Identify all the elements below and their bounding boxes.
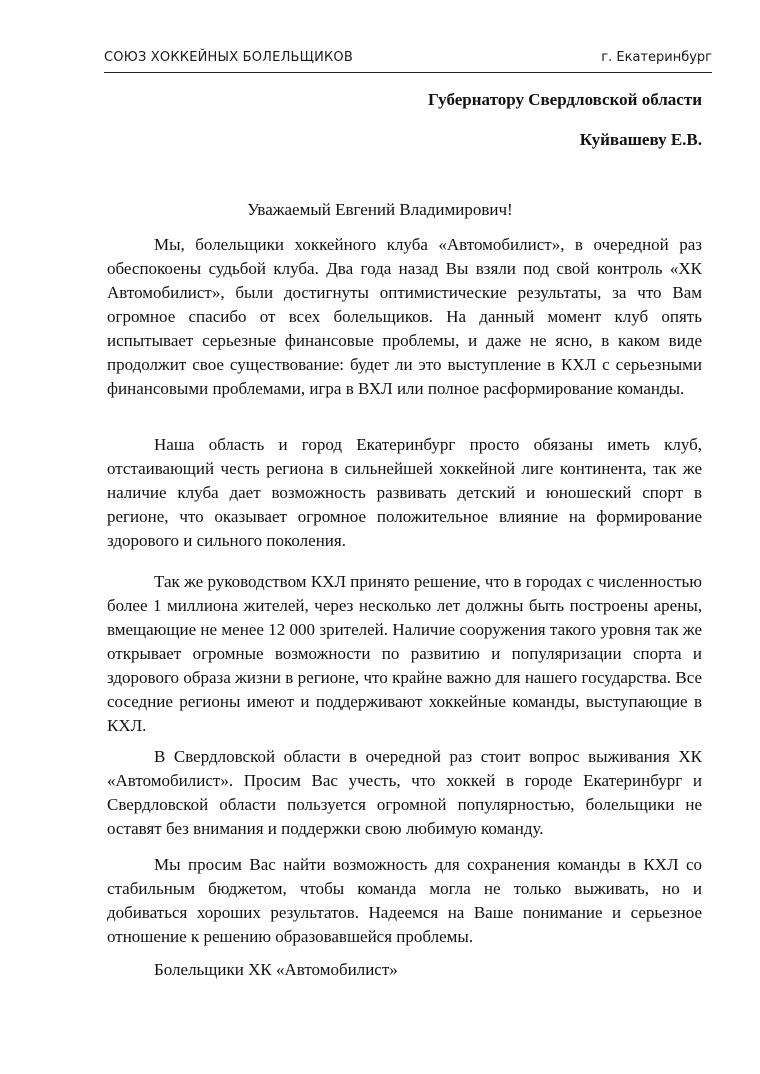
letterhead-city: г. Екатеринбург [601,50,712,65]
salutation: Уважаемый Евгений Владимирович! [247,200,513,219]
letter-paragraph-2 [107,433,702,553]
letter-paragraph-3 [107,570,702,738]
letter-paragraph-5 [107,853,702,949]
paragraph-text: Наша область и город Екатеринбург просто обязаны иметь клуб, отстаивающий честь региона в сильнейшей хоккейной лиге континента, так же наличие клуба дает возможность развивать детский и юношеский спорт в регионе, что оказывает огромное положительное влияние на формирование здорового и сильного поколения. [107,435,702,550]
letterhead [104,50,712,73]
addressee-name: Куйвашеву Е.В. [579,130,702,149]
letterhead-organization: СОЮЗ ХОККЕЙНЫХ БОЛЕЛЬЩИКОВ [104,50,353,65]
addressee-title: Губернатору Свердловской области [428,90,702,109]
letter-paragraph-4 [107,745,702,841]
signature: Болельщики ХК «Автомобилист» [154,960,398,979]
letter-paragraph-1 [107,233,702,401]
paragraph-text: Так же руководством КХЛ принято решение, что в городах с численностью более 1 миллиона жителей, через несколько лет должны быть построены арены, вмещающие не менее 12 000 зрителей. Наличие сооружения такого уровня так же открывает огромные возможности по развитию и популяризации спорта и здорового образа жизни в регионе, что крайне важно для нашего государства. Все соседние регионы имеют и поддерживают хоккейные команды, выступающие в КХЛ. [107,572,702,735]
paragraph-text: Мы, болельщики хоккейного клуба «Автомобилист», в очередной раз обеспокоены судьбой клуба. Два года назад Вы взяли под свой контроль «ХК Автомобилист», были достигнуты оптимистические результаты, за что Вам огромное спасибо от всех болельщиков. На данный момент клуб опять испытывает серьезные финансовые проблемы, и даже не ясно, в каком виде продолжит свое существование: будет ли это выступление в КХЛ с серьезными финансовыми проблемами, игра в ВХЛ или полное расформирование команды. [107,235,702,398]
paragraph-text: В Свердловской области в очередной раз стоит вопрос выживания ХК «Автомобилист». Просим Вас учесть, что хоккей в городе Екатеринбург и Свердловской области пользуется огромной популярностью, болельщики не оставят без внимания и поддержки свою любимую команду. [107,747,702,838]
paragraph-text: Мы просим Вас найти возможность для сохранения команды в КХЛ со стабильным бюджетом, чтобы команда могла не только выживать, но и добиваться хороших результатов. Надеемся на Ваше понимание и серьезное отношение к решению образовавшейся проблемы. [107,855,702,946]
